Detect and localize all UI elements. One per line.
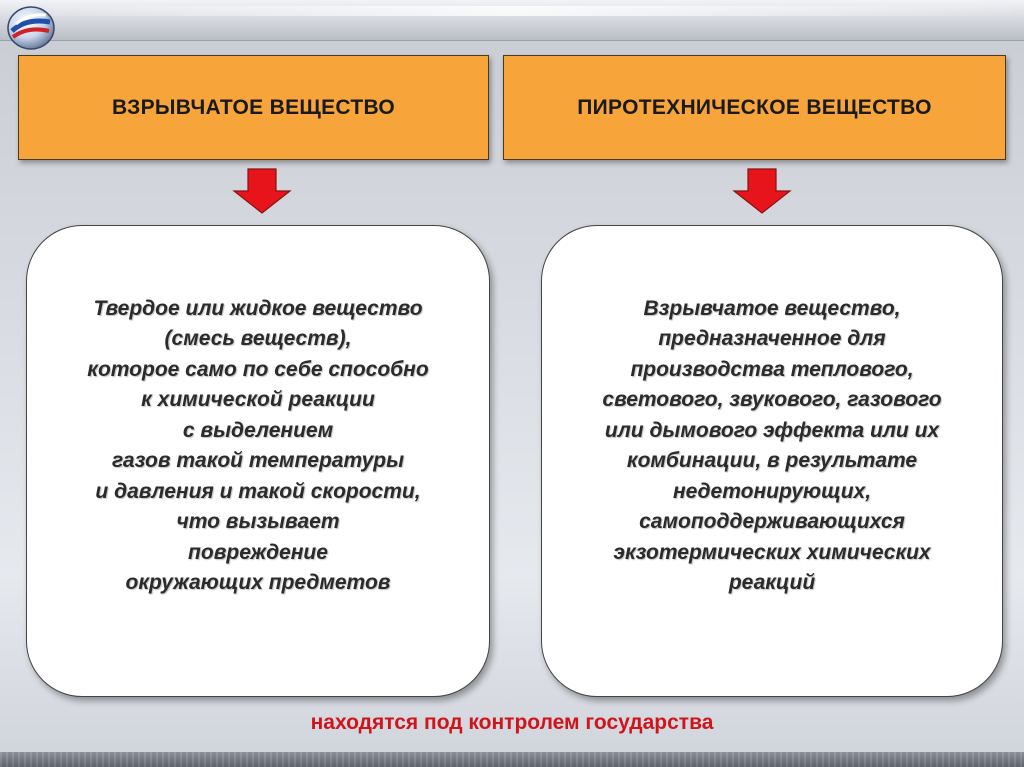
explosive-definition-text: Твердое или жидкое вещество (смесь веществ), которое само по себе способно к химической реакции с выделением газов такой температуры и давления и такой скорости, что вызывает повреждение окружающих предметов [87,296,429,594]
pyrotechnic-definition-text: Взрывчатое вещество, предназначенное для производства теплового, светового, звукового, газового или дымового эффекта или их комбинации, в результате недетонирующих, самоподдерживающихся экзотермических химических реакций [602,296,942,594]
pyrotechnic-substance-header [503,55,1006,160]
bottom-bar-pattern [0,752,1024,767]
explosive-substance-title: ВЗРЫВЧАТОЕ ВЕЩЕСТВО [111,95,396,119]
explosive-definition-panel [26,225,490,697]
explosive-substance-header [18,55,489,160]
down-arrow-icon [732,167,792,215]
pyrotechnic-substance-title: ПИРОТЕХНИЧЕСКОЕ ВЕЩЕСТВО [577,95,932,119]
down-arrow-icon [232,167,292,215]
globe-emblem-icon [4,4,58,52]
top-bar-shine [0,6,1024,16]
pyrotechnic-definition-panel [541,225,1003,697]
state-control-note: находятся под контролем государства [310,711,714,734]
